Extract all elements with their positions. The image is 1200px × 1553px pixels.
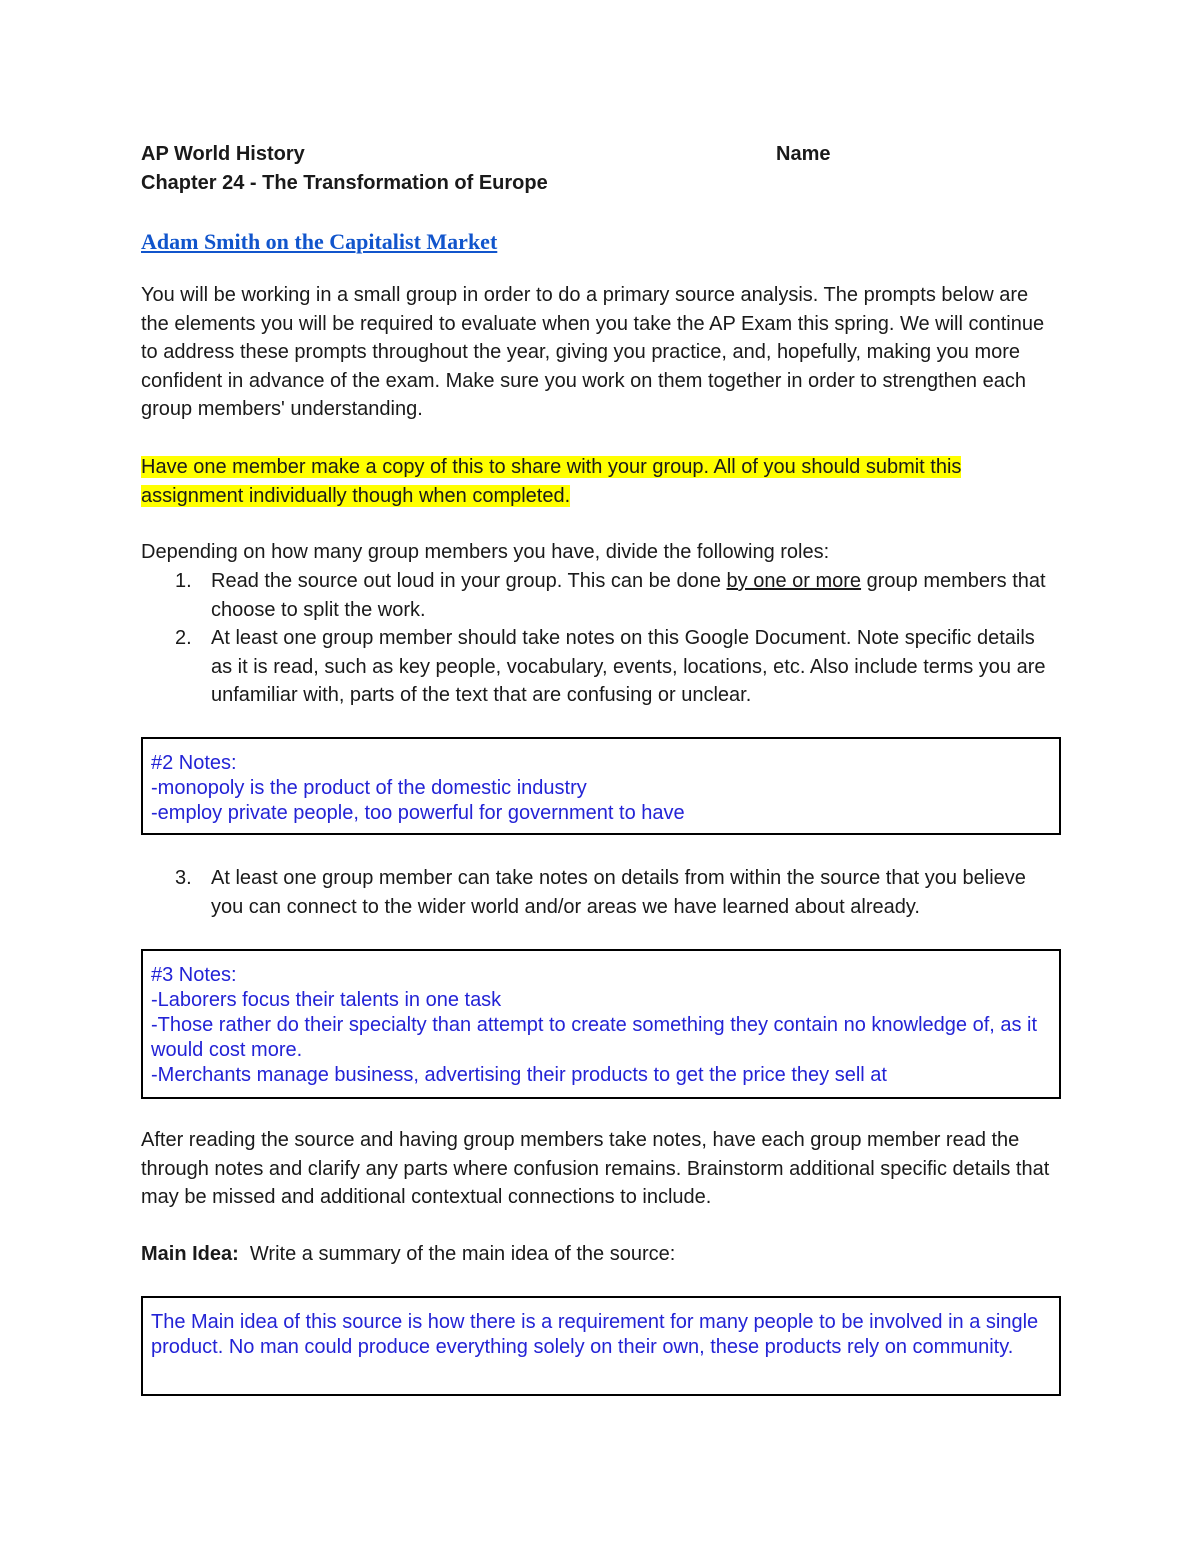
roles-list-continued bbox=[141, 864, 1061, 921]
role-number: 2. bbox=[175, 627, 192, 649]
role-number: 1. bbox=[175, 570, 192, 592]
role-text: group members that choose to split the work. bbox=[211, 570, 1046, 621]
notes-2-heading: #2 Notes: bbox=[151, 752, 237, 774]
highlighted-instruction: Have one member make a copy of this to share with your group. All of you should submit this assignment individually though when completed. bbox=[141, 456, 962, 507]
highlight-paragraph bbox=[141, 453, 1041, 510]
notes-2-box[interactable] bbox=[141, 737, 1061, 835]
roles-list bbox=[141, 567, 1061, 710]
notes-3-heading: #3 Notes: bbox=[151, 964, 237, 986]
course-title: AP World History bbox=[141, 143, 305, 165]
intro-paragraph: You will be working in a small group in order to do a primary source analysis. The prompts below are the elements you will be required to evaluate when you take the AP Exam this spring. We will continue to address these prompts throughout the year, giving you practice, and, hopefully, making you more confident in advance of the exam. Make sure you work on them together in order to strengthen each group members' understanding. bbox=[141, 284, 1045, 420]
main-idea-answer: The Main idea of this source is how there is a requirement for many people to be involved in a single product. No man could produce everything solely on their own, these products rely on community. bbox=[151, 1311, 1039, 1358]
role-number: 3. bbox=[175, 867, 192, 889]
notes-3-box[interactable] bbox=[141, 949, 1061, 1099]
role-underlined-text: by one or more bbox=[726, 570, 862, 592]
main-idea-label: Main Idea: bbox=[141, 1243, 239, 1265]
role-text: Read the source out loud in your group. This can be done bbox=[211, 570, 727, 592]
role-item-2 bbox=[141, 624, 1061, 710]
role-text: At least one group member should take notes on this Google Document. Note specific details as it is read, such as key people, vocabulary, events, locations, etc. Also include terms you are unfamiliar with, parts of the text that are confusing or unclear. bbox=[211, 627, 1046, 706]
role-item-1 bbox=[141, 567, 1061, 624]
after-reading-paragraph: After reading the source and having group members take notes, have each group member read the through notes and clarify any parts where confusion remains. Brainstorm additional specific details that may be missed and additional contextual connections to include. bbox=[141, 1129, 1050, 1208]
notes-3-line: -Merchants manage business, advertising their products to get the price they sell at bbox=[151, 1064, 887, 1086]
notes-3-line: -Laborers focus their talents in one task bbox=[151, 989, 502, 1011]
role-text: At least one group member can take notes on details from within the source that you believe you can connect to the wider world and/or areas we have learned about already. bbox=[211, 867, 1026, 918]
roles-intro: Depending on how many group members you have, divide the following roles: bbox=[141, 541, 830, 563]
notes-2-line: -monopoly is the product of the domestic industry bbox=[151, 777, 587, 799]
main-idea-prompt bbox=[141, 1240, 1061, 1269]
document-title-link[interactable]: Adam Smith on the Capitalist Market bbox=[141, 229, 498, 254]
notes-3-line: -Those rather do their specialty than attempt to create something they contain no knowledge of, as it would cost more. bbox=[151, 1014, 1038, 1061]
name-label: Name bbox=[776, 143, 831, 165]
role-item-3 bbox=[141, 864, 1061, 921]
chapter-title: Chapter 24 - The Transformation of Europe bbox=[141, 172, 548, 194]
notes-2-line: -employ private people, too powerful for government to have bbox=[151, 802, 685, 824]
main-idea-instruction: Write a summary of the main idea of the source: bbox=[238, 1243, 676, 1265]
main-idea-answer-box[interactable] bbox=[141, 1296, 1061, 1396]
